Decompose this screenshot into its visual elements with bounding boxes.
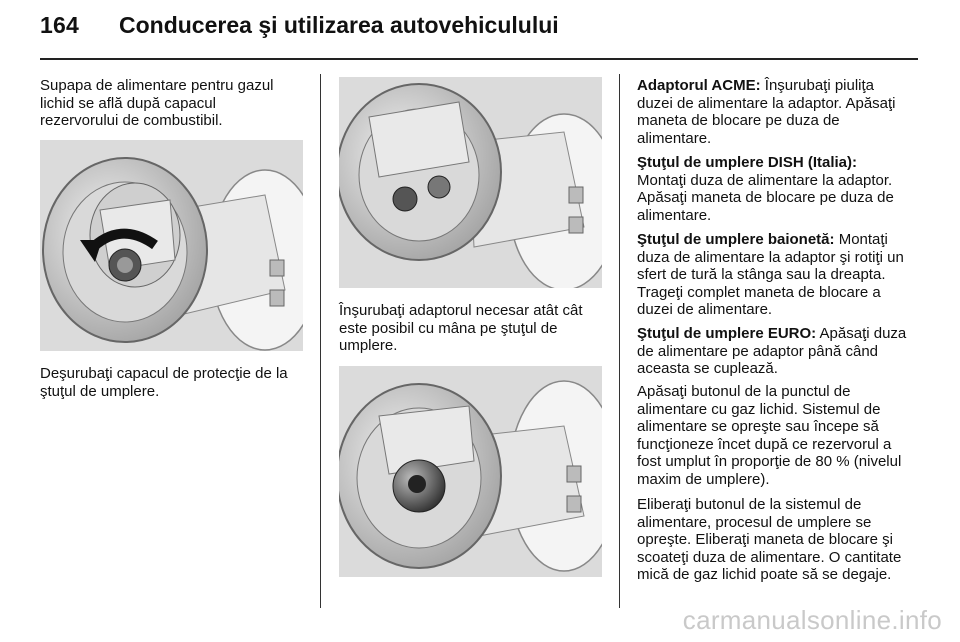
bayonet-text: Montaţi duza de alimentare la adaptor şi rotiţi un sfert de tură la stânga sau la dreapta. Trageţi complet maneta de blocare a duzei de alimentare. (637, 231, 904, 319)
column-divider-2 (619, 74, 620, 608)
figure-adaptor-fitted (339, 366, 602, 577)
euro-text: Apăsaţi duza de alimentare pe adaptor până când aceasta se cuplează. (637, 325, 907, 378)
caption-screw-adaptor: Înşurubaţi adaptorul necesar atât cât este posibil cu mâna pe ştuţul de umplere. (339, 302, 583, 355)
dish-paragraph (637, 154, 907, 224)
figure-screw-adaptor (339, 77, 602, 288)
caption-unscrew: Deşurubaţi capacul de protecţie de la ştuţul de umplere. (40, 365, 288, 400)
press-button-paragraph: Apăsaţi butonul de la punctul de alimentare cu gaz lichid. Sistemul de alimentare se opreşte sau începe să funcţioneze încet după ce rezervorul a fost umplut în proporţie de 80 % (nivelul maxim de umplere). (637, 383, 902, 488)
figure-unscrew-cap (40, 140, 303, 351)
acme-paragraph (637, 77, 907, 147)
column-divider-1 (320, 74, 321, 608)
euro-paragraph (637, 325, 907, 378)
euro-label: Ştuţul de umplere EURO: (637, 325, 817, 342)
acme-label: Adaptorul ACME: (637, 77, 761, 94)
header-rule (40, 58, 918, 60)
dish-label: Ştuţul de umplere DISH (Italia): (637, 154, 858, 171)
page-number: 164 (40, 12, 79, 38)
intro-paragraph: Supapa de alimentare pentru gazul lichid se află după capacul rezervorului de combustibil. (40, 77, 274, 130)
release-button-paragraph: Eliberaţi butonul de la sistemul de alimentare, procesul de umplere se opreşte. Eliberaţi maneta de blocare şi scoateţi duza de alimentare. O cantitate mică de gaz lichid poate să se degaje. (637, 496, 902, 584)
bayonet-paragraph (637, 231, 907, 319)
dish-text: Montaţi duza de alimentare la adaptor. Apăsaţi maneta de blocare pe duza de alimentare. (637, 171, 894, 224)
page-title: Conducerea şi utilizarea autovehiculului (119, 12, 559, 38)
watermark: carmanualsonline.info (682, 605, 942, 635)
acme-text: Înşurubaţi piuliţa duzei de alimentare la adaptor. Apăsaţi maneta de blocare pe duza de alimentare. (637, 77, 896, 147)
bayonet-label: Ştuţul de umplere baionetă: (637, 231, 835, 248)
